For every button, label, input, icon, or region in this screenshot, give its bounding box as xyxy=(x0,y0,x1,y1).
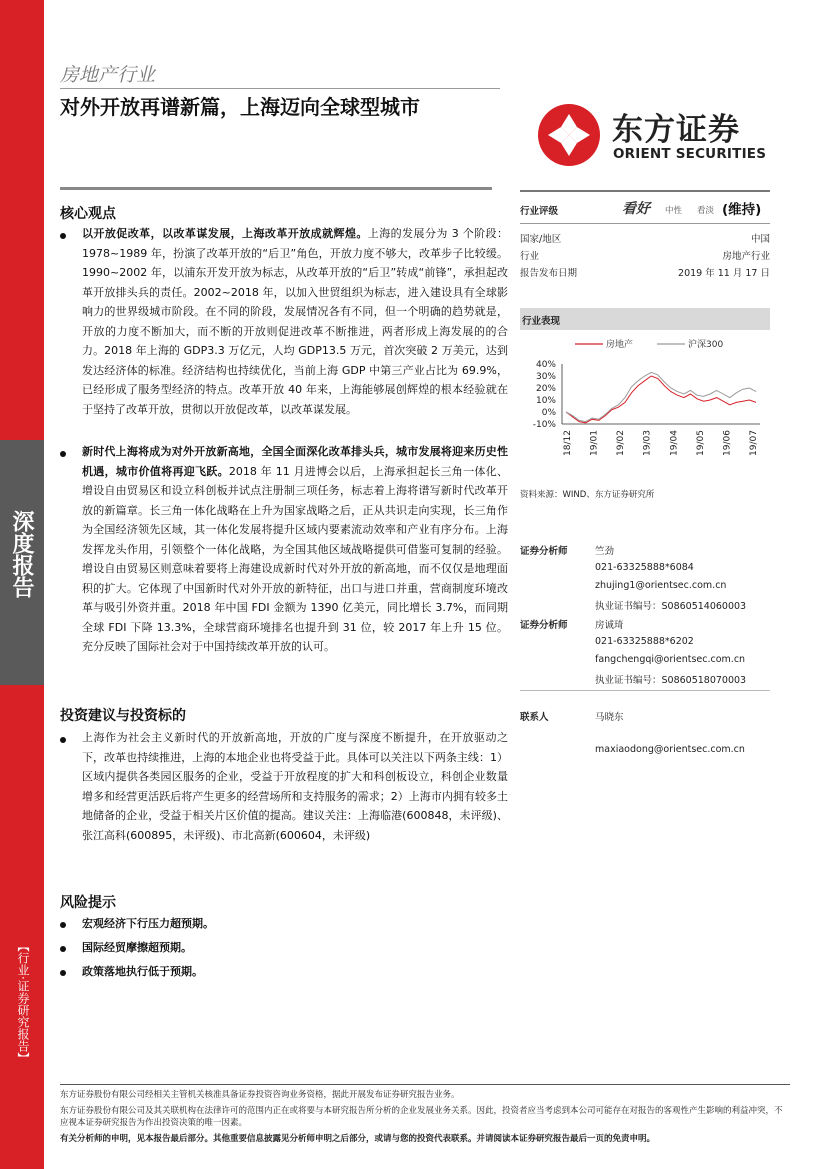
invest-heading: 投资建议与投资标的 xyxy=(60,708,186,724)
rating-bottom-divider xyxy=(520,223,770,224)
contact-email: maxiaodong@orientsec.com.cn xyxy=(595,744,745,755)
invest-paragraph: 上海作为社会主义新时代的开放新高地，开放的广度与深度不断提升，在开放驱动之下，改革也持续推进，上海的本地企业也将受益于此。具体可以关注以下两条主线：1）区域内提供各类园区服务的企业，受益于开放程度的扩大和科创板设立，科创企业数量增多和经营更活跃后将产生更多的经营场所和支持服务的需求；2）上海市内拥有较多土地储备的企业，受益于相关片区价值的提高。建议关注：上海临港(600848，未评级)、张江高科(600895，未评级)、市北高新(600604，未评级) xyxy=(82,731,508,842)
y-tick-label: 40% xyxy=(535,360,556,370)
risk-item: 国际经贸摩擦超预期。 xyxy=(82,941,192,954)
bullet-dot xyxy=(60,946,66,952)
risk-item: 宏观经济下行压力超预期。 xyxy=(82,917,214,930)
rating-top-divider xyxy=(520,190,770,192)
x-tick-label: 19/05 xyxy=(695,430,706,456)
core-divider xyxy=(60,187,492,190)
rating-selected: 看好 xyxy=(622,201,650,217)
bullet-dot xyxy=(60,451,66,457)
info-value-industry: 房地产行业 xyxy=(722,251,770,262)
industry-performance-chart xyxy=(520,334,770,474)
x-tick-label: 19/07 xyxy=(749,430,759,456)
analyst-phone: 021-63325888*6084 xyxy=(595,562,694,573)
core-paragraph-2-lead: 新时代上海将成为对外开放新高地，全国全面深化改革排头兵，城市发展将迎来历史性机遇，城市价值将再迎飞跃。 xyxy=(82,445,508,478)
legend-label: 沪深300 xyxy=(688,340,724,350)
risk-heading: 风险提示 xyxy=(60,895,116,911)
core-paragraph-1-body: 上海的发展分为 3 个阶段：1978~1989 年，扮演了改革开放的“后卫”角色，开放力度不够大，改革步子比较缓。1990~2002 年，以浦东开发开放为标志，从改革开放的“后卫”转成“前锋”，承担起改革开放排头兵的责任。2002~2018 年，以加入世贸组织为标志，进入建设具有全球影响力的世界级城市阶段。在不同的阶段，发展情况各有不同，但一个明确的趋势就是，开放的力度不断加大，而不断的开放则促进改革不断推进，两者形成上海发展的的合力。2018 年上海的 GDP3.3 万亿元，人均 GDP13.5 万元，首次突破 2 万美元，达到发达经济体的标准。经济结构也持续优化，当前上海 GDP 中第三产业占比为 69.9%，已经形成了服务型经济的特点。改革开放 40 年来，上海能够展创辉煌的根本经验就在于坚持了改革开放，贯彻以开放促改革，以改革谋发展。 xyxy=(82,227,508,416)
x-tick-label: 19/06 xyxy=(722,430,733,456)
info-label-date: 报告发布日期 xyxy=(520,268,578,279)
y-tick-label: 10% xyxy=(535,396,556,406)
orient-logo xyxy=(536,100,776,170)
sidebar-report-type: 深度报告 xyxy=(9,510,34,598)
report-title: 对外开放再谱新篇，上海迈向全球型城市 xyxy=(60,95,420,119)
rating-label: 行业评级 xyxy=(520,206,559,217)
bullet-dot xyxy=(60,922,66,928)
footer-line-2: 东方证券股份有限公司及其关联机构在法律许可的范围内正在或将要与本研究报告所分析的企业发展业务关系。因此，投资者应当考虑到本公司可能存在对报告的客观性产生影响的利益冲突，不应视本证券研究报告为作出投资决策的唯一因素。 xyxy=(60,1106,783,1128)
risk-item: 政策落地执行低于预期。 xyxy=(82,965,203,978)
logo-cn: 东方证券 xyxy=(612,112,740,148)
analyst-cert: 执业证书编号：S0860518070003 xyxy=(595,675,747,686)
analyst-phone: 021-63325888*6202 xyxy=(595,636,694,647)
analyst-email: fangchengqi@orientsec.com.cn xyxy=(595,654,746,665)
analyst-role: 证券分析师 xyxy=(520,546,568,557)
x-tick-label: 19/04 xyxy=(669,430,680,456)
footer-divider xyxy=(60,1084,790,1085)
industry-label: 房地产行业 xyxy=(60,64,156,86)
rating-bearish: 看淡 xyxy=(697,206,715,216)
analyst-cert: 执业证书编号：S0860514060003 xyxy=(595,601,747,612)
chart-source: 资料来源：WIND、东方证券研究所 xyxy=(520,490,655,500)
y-tick-label: 0% xyxy=(541,408,556,418)
series-line xyxy=(566,372,756,421)
chart-title: 行业表现 xyxy=(522,316,561,327)
x-tick-label: 19/02 xyxy=(616,430,627,456)
bullet-dot xyxy=(60,970,66,976)
series-line xyxy=(566,376,756,423)
y-tick-label: 30% xyxy=(535,372,556,382)
sidebar-report-category: 【行业·证券研究报告】 xyxy=(16,940,30,1064)
header-divider xyxy=(60,88,500,89)
x-tick-label: 18/12 xyxy=(563,430,573,456)
info-label-country: 国家/地区 xyxy=(520,234,562,245)
footer-line-3: 有关分析师的申明，见本报告最后部分。其他重要信息披露见分析师申明之后部分，或请与您的投资代表联系。并请阅读本证券研究报告最后一页的免责申明。 xyxy=(60,1134,656,1144)
rating-neutral: 中性 xyxy=(665,206,683,216)
core-paragraph-1 xyxy=(82,224,508,419)
y-tick-label: -10% xyxy=(532,420,556,430)
info-value-country: 中国 xyxy=(750,234,770,245)
core-paragraph-2-body: 2018 年 11 月进博会以后，上海承担起长三角一体化、增设自由贸易区和设立科创板并试点注册制三项任务，标志着上海将谱写新时代改革开放的新篇章。长三角一体化战略在上升为国家战略之后，正从共识走向实现，长三角作为全国经济领先区域，其一体化发展将提升区域内要素流动效率和产业有序分布。上海发挥龙头作用，引领整个一体化战略，为全国其他区域战略提供可借鉴可复制的经验。增设自由贸易区则意味着要将上海建设成新时代对外开放的新高地，而不仅仅是地理面积的扩大。它体现了中国新时代对外开放的新特征，出口与进口并重，营商制度环境改革与吸引外资并重。2018 年中国 FDI 金额为 1390 亿美元，同比增长 3.7%，而同期全球 FDI 下降 13.3%，全球营商环境排名也提升到 31 位，较 2017 年上升 15 位。充分反映了国际社会对于中国持续改革开放的认可。 xyxy=(82,464,508,653)
core-paragraph-1-lead: 以开放促改革，以改革谋发展，上海改革开放成就辉煌。 xyxy=(82,227,368,240)
core-heading: 核心观点 xyxy=(60,206,116,222)
analyst-name: 竺劲 xyxy=(595,546,615,557)
analyst-role: 证券分析师 xyxy=(520,620,568,631)
bullet-dot xyxy=(60,737,66,743)
analyst-email: zhujing1@orientsec.com.cn xyxy=(595,580,727,591)
contact-name: 马晓东 xyxy=(595,712,624,723)
y-tick-label: 20% xyxy=(535,384,556,394)
info-label-industry: 行业 xyxy=(520,251,540,262)
rating-maintain: (维持) xyxy=(722,202,762,218)
legend-label: 房地产 xyxy=(606,340,634,350)
analyst-name: 房诚琦 xyxy=(595,620,624,631)
logo-en: ORIENT SECURITIES xyxy=(613,146,767,162)
core-paragraph-2 xyxy=(82,442,508,657)
orient-logo-mark-icon xyxy=(536,102,602,168)
x-tick-label: 19/03 xyxy=(642,430,653,456)
analyst-divider xyxy=(520,690,770,691)
contact-role: 联系人 xyxy=(520,712,549,723)
x-tick-label: 19/01 xyxy=(589,430,600,456)
footer-line-1: 东方证券股份有限公司经相关主管机关核准具备证券投资咨询业务资格，据此开展发布证券研究报告业务。 xyxy=(60,1090,460,1100)
info-value-date: 2019 年 11 月 17 日 xyxy=(678,268,770,279)
bullet-dot xyxy=(60,233,66,239)
